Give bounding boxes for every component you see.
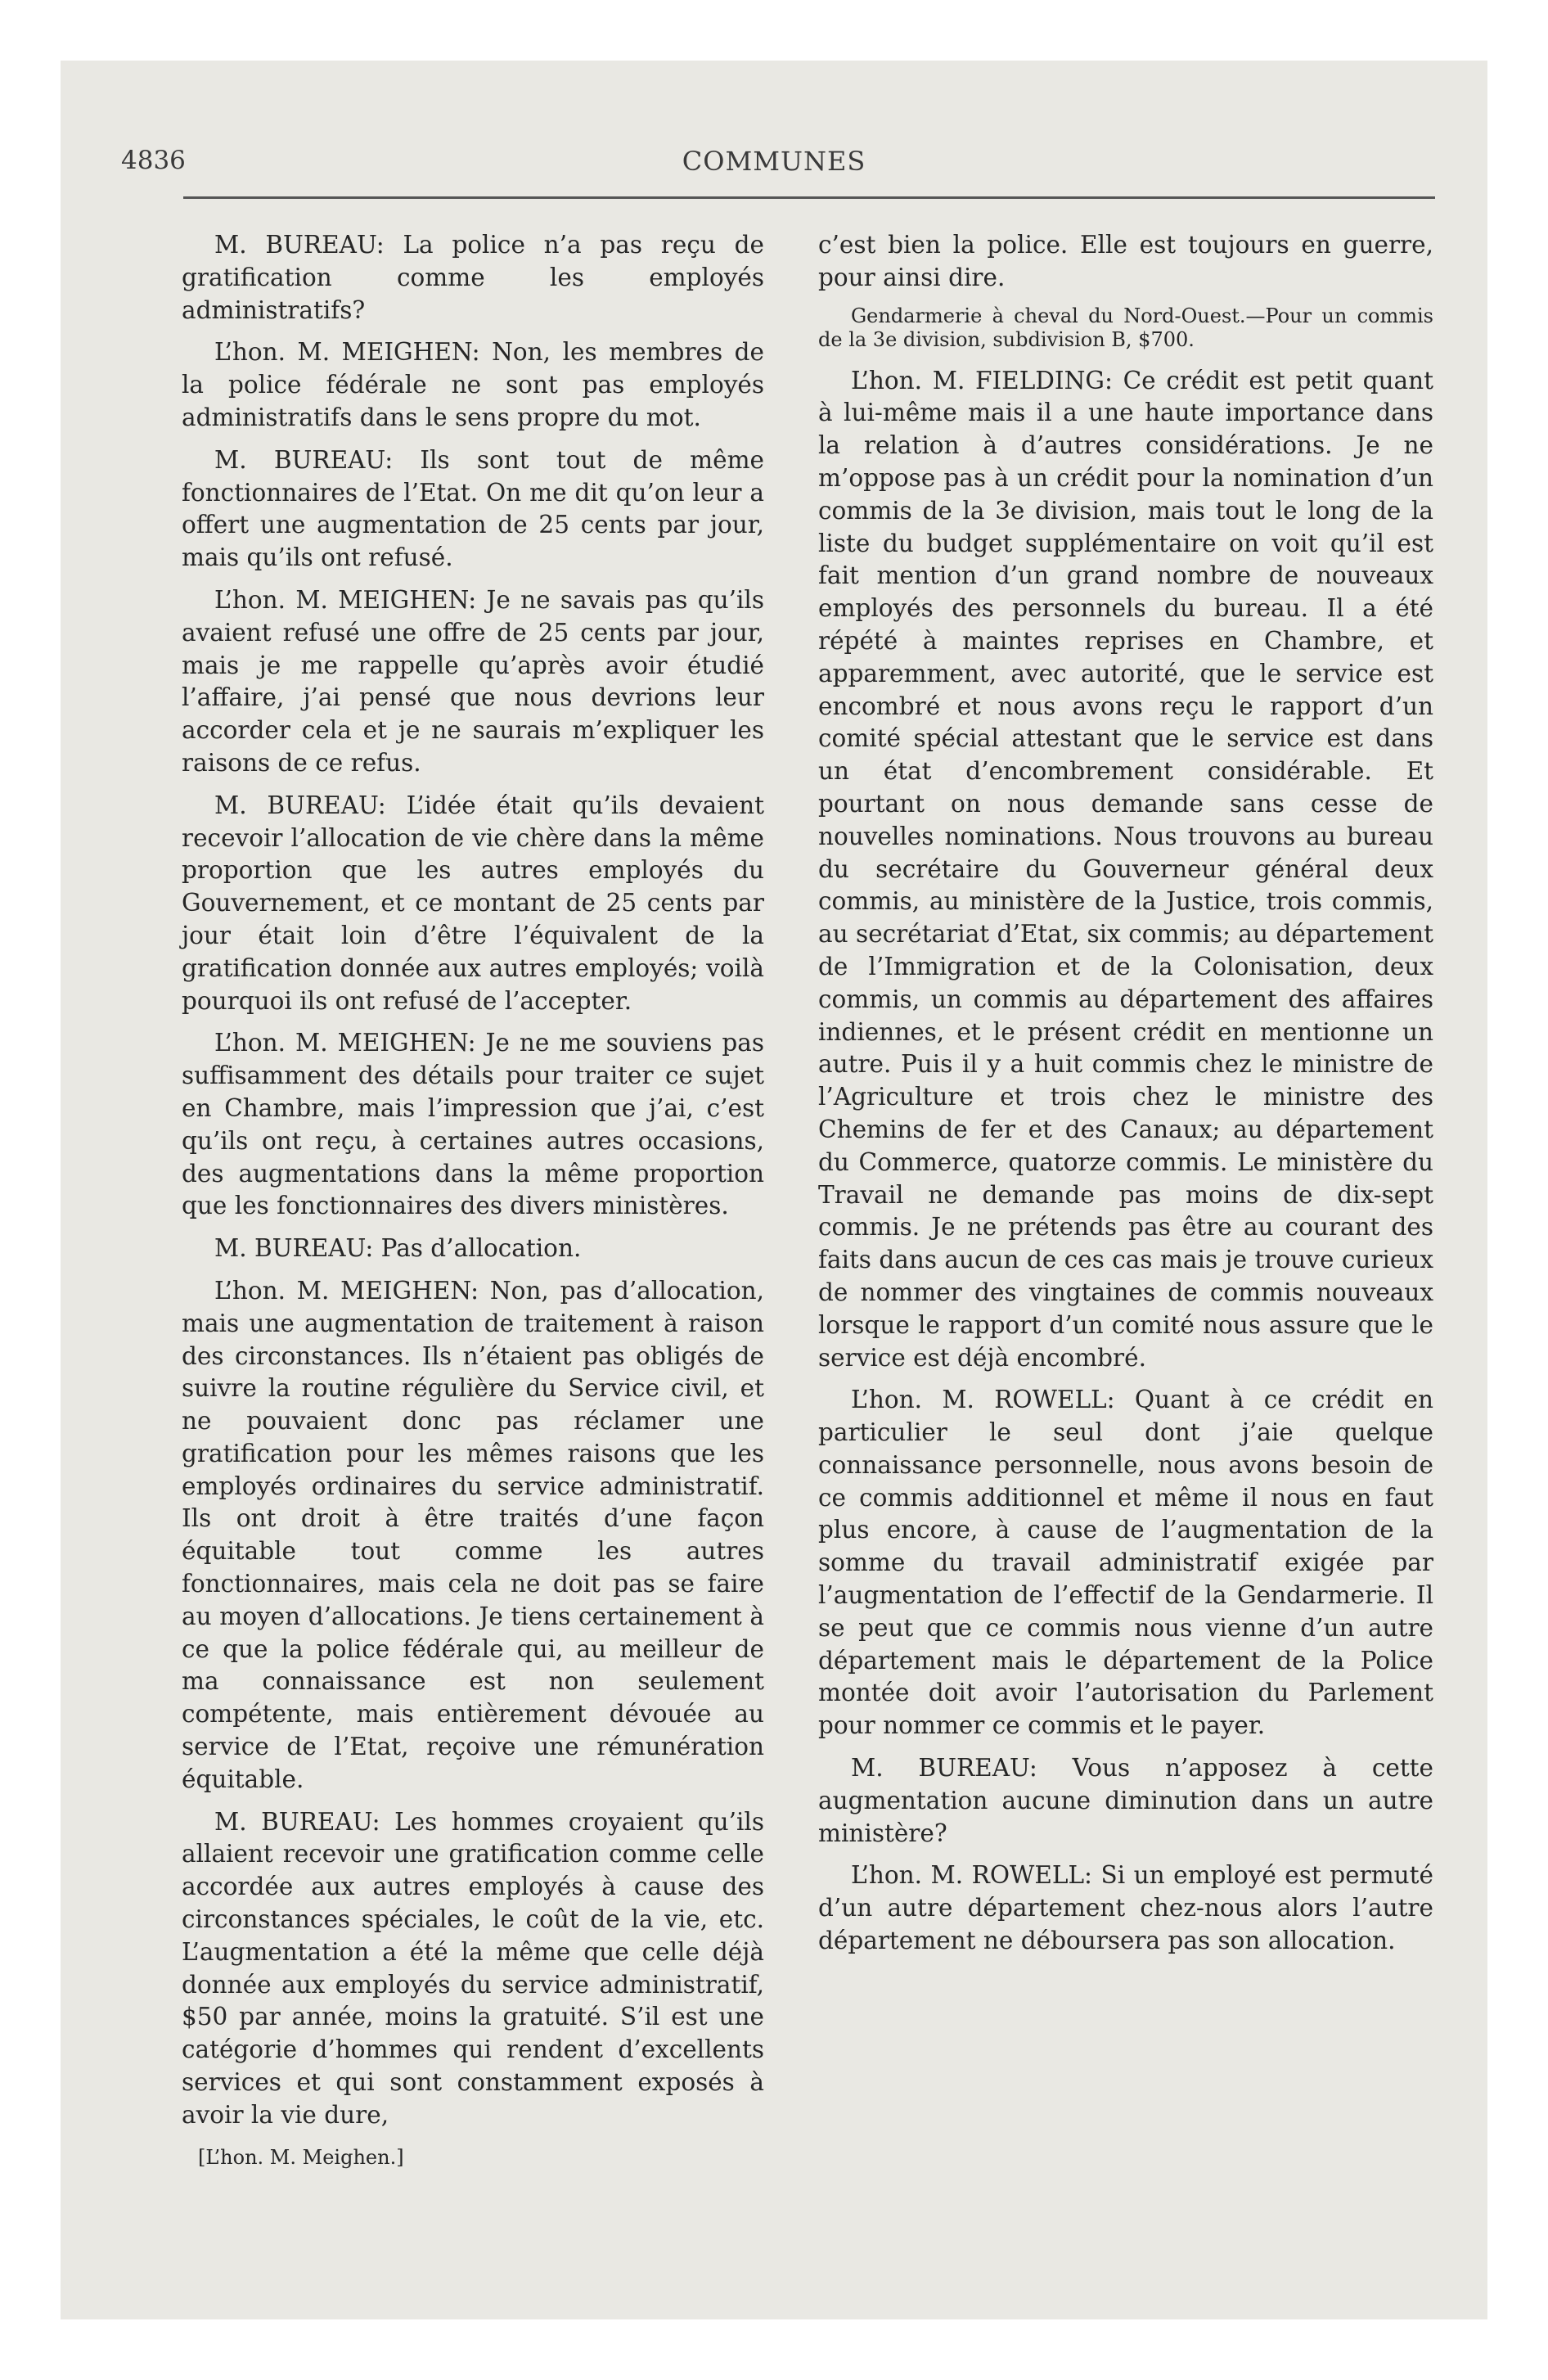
paragraph: c’est bien la police. Elle est toujours en guerre, pour ainsi dire.: [818, 231, 1433, 291]
left-column: [182, 229, 764, 2174]
page-title: COMMUNES: [682, 146, 866, 177]
paragraph: L’hon. M. ROWELL: Si un employé est permuté d’un autre département chez-nous alors l’autre département ne déboursera pas son allocation.: [818, 1861, 1433, 1955]
right-column: [818, 229, 1433, 1968]
header-rule: [183, 196, 1435, 199]
budget-item: Gendarmerie à cheval du Nord-Ouest.—Pour un commis de la 3e division, subdivision B, $700.: [818, 304, 1433, 351]
speaker-footer: [L’hon. M. Meighen.]: [198, 2145, 404, 2169]
paragraph: M. BUREAU: L’idée était qu’ils devaient recevoir l’allocation de vie chère dans la même proportion que les autres employés du Gouvernement, et ce montant de 25 cents par jour était loin d’être l’équivalent de la gratification donnée aux autres employés; voilà pourquoi ils ont refusé de l’accepter.: [182, 791, 764, 1015]
paragraph: L’hon. M. MEIGHEN: Je ne savais pas qu’ils avaient refusé une offre de 25 cents par jour, mais je me rappelle qu’après avoir étudié l’affaire, j’ai pensé que nous devrions leur accorder cela et je ne saurais m’expliquer les raisons de ce refus.: [182, 585, 764, 777]
paragraph: M. BUREAU: La police n’a pas reçu de gratification comme les employés administratifs?: [182, 231, 764, 324]
paragraph: L’hon. M. MEIGHEN: Non, pas d’allocation, mais une augmentation de traitement à raison des circonstances. Ils n’étaient pas obligés de suivre la routine régulière du Service civil, et ne pouvaient donc pas réclamer une gratification pour les mêmes raisons que les employés ordinaires du service administratif. Ils ont droit à être traités d’une façon équitable tout comme les autres fonctionnaires, mais cela ne doit pas se faire au moyen d’allocations. Je tiens certainement à ce que la police fédérale qui, au meilleur de ma connaissance est non seulement compétente, mais entièrement dévouée au service de l’Etat, reçoive une rémunération équitable.: [182, 1276, 764, 1793]
paragraph: M. BUREAU: Vous n’apposez à cette augmentation aucune diminution dans un autre ministère?: [818, 1754, 1433, 1847]
paragraph: L’hon. M. FIELDING: Ce crédit est petit quant à lui-même mais il a une haute importance dans la relation à d’autres considérations. Je ne m’oppose pas à un crédit pour la nomination d’un commis de la 3e division, mais tout le long de la liste du budget supplémentaire on voit qu’il est fait mention d’un grand nombre de nouveaux employés des personnels du bureau. Il a été répété à maintes reprises en Chambre, et apparemment, avec autorité, que le service est encombré et nous avons reçu le rapport d’un comité spécial attestant que le service est dans un état d’encombrement considérable. Et pourtant on nous demande sans cesse de nouvelles nominations. Nous trouvons au bureau du secrétaire du Gouverneur général deux commis, au ministère de la Justice, trois commis, au secrétariat d’Etat, six commis; au département de l’Immigration et de la Colonisation, deux commis, un commis au département des affaires indiennes, et le présent crédit en mentionne un autre. Puis il y a huit commis chez le ministre de l’Agriculture et trois chez le ministre des Chemins de fer et des Canaux; au département du Commerce, quatorze commis. Le ministère du Travail ne demande pas moins de dix-sept commis. Je ne prétends pas être au courant des faits dans aucun de ces cas mais je trouve curieux de nommer des vingtaines de commis nouveaux lorsque le rapport d’un comité nous assure que le service est déjà encombré.: [818, 366, 1433, 1372]
paragraph: L’hon. M. ROWELL: Quant à ce crédit en particulier le seul dont j’aie quelque connaissance personnelle, nous avons besoin de ce commis additionnel et même il nous en faut plus encore, à cause de l’augmentation de la somme du travail administratif exigée par l’augmentation de l’effectif de la Gendarmerie. Il se peut que ce commis nous vienne d’un autre département mais le département de la Police montée doit avoir l’autorisation du Parlement pour nommer ce commis et le payer.: [818, 1386, 1433, 1740]
paragraph: M. BUREAU: Pas d’allocation.: [214, 1234, 582, 1263]
page-number: 4836: [121, 146, 186, 175]
paragraph: L’hon. M. MEIGHEN: Je ne me souviens pas suffisamment des détails pour traiter ce sujet en Chambre, mais l’impression que j’ai, c’est qu’ils ont reçu, à certaines autres occasions, des augmentations dans la même proportion que les fonctionnaires des divers ministères.: [182, 1029, 764, 1220]
paragraph: M. BUREAU: Ils sont tout de même fonctionnaires de l’Etat. On me dit qu’on leur a offert une augmentation de 25 cents par jour, mais qu’ils ont refusé.: [182, 445, 764, 572]
paragraph: M. BUREAU: Les hommes croyaient qu’ils allaient recevoir une gratification comme celle accordée aux autres employés à cause des circonstances spéciales, le coût de la vie, etc. L’augmentation a été la même que celle déjà donnée aux employés du service administratif, $50 par année, moins la gratuité. S’il est une catégorie d’hommes qui rendent d’excellents services et qui sont constamment exposés à avoir la vie dure,: [182, 1807, 764, 2129]
paragraph: L’hon. M. MEIGHEN: Non, les membres de la police fédérale ne sont pas employés administratifs dans le sens propre du mot.: [182, 338, 764, 431]
